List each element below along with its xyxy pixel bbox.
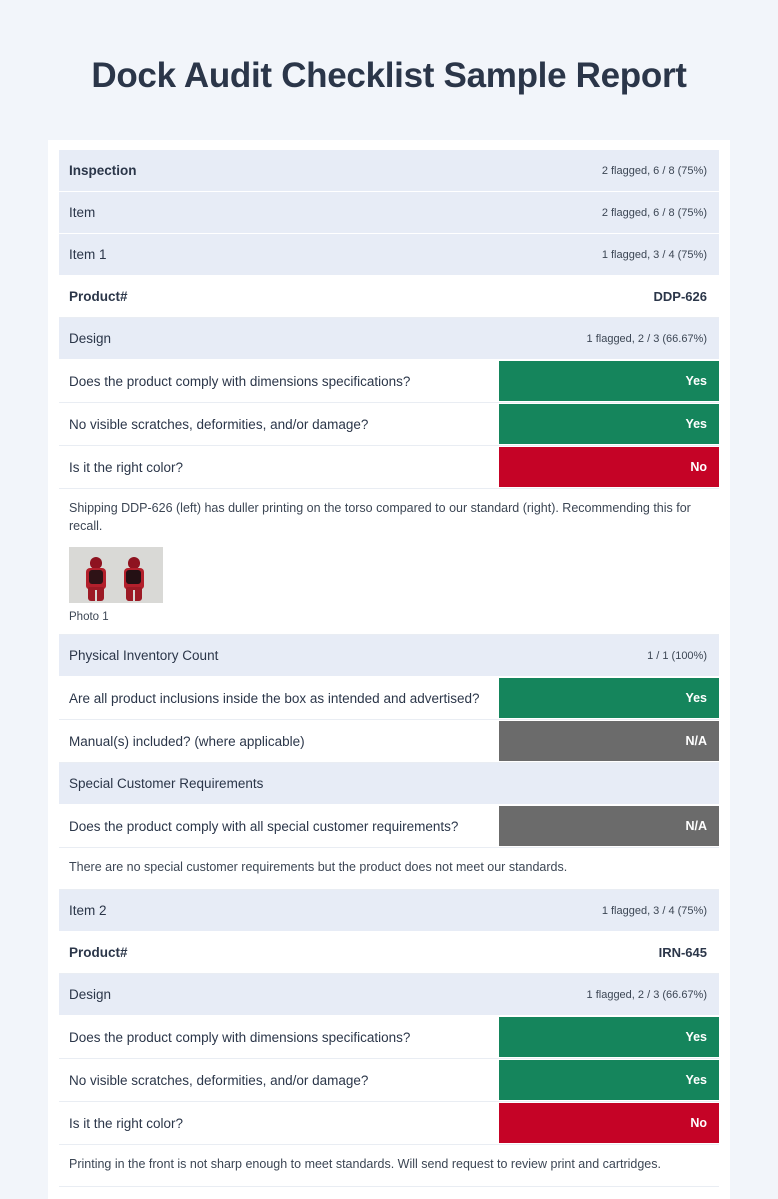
answer-badge-no: No	[499, 1103, 719, 1143]
section-row	[59, 192, 719, 234]
field-row	[59, 276, 719, 318]
note-row	[59, 489, 719, 635]
section-label: Design	[69, 987, 112, 1002]
section-label: Physical Inventory Count	[69, 648, 219, 663]
section-score: 2 flagged, 6 / 8 (75%)	[601, 164, 707, 177]
section-score: 1 flagged, 3 / 4 (75%)	[601, 904, 707, 917]
question-row	[59, 677, 719, 720]
section-row	[59, 150, 719, 192]
report-card	[48, 140, 730, 1199]
note-text: Shipping DDP-626 (left) has duller printing on the torso compared to our standard (right). Recommending this for recall.	[69, 501, 691, 533]
answer-badge-yes: Yes	[499, 678, 719, 718]
section-score: 1 / 1 (100%)	[647, 649, 707, 662]
section-row	[59, 318, 719, 360]
answer-badge-na: N/A	[499, 721, 719, 761]
note-text: Printing in the front is not sharp enough to meet standards. Will send request to review print and cartridges.	[69, 1157, 661, 1171]
section-label: Item 2	[69, 903, 107, 918]
question-label: No visible scratches, deformities, and/or damage?	[69, 1072, 369, 1088]
question-row	[59, 1102, 719, 1145]
checklist-rows	[59, 150, 719, 1187]
field-value: IRN-645	[658, 945, 707, 960]
question-row	[59, 1059, 719, 1102]
page-title: Dock Audit Checklist Sample Report	[91, 56, 687, 95]
section-label: Design	[69, 331, 112, 346]
question-label: Is it the right color?	[69, 459, 184, 475]
field-value: DDP-626	[653, 289, 707, 304]
answer-badge-na: N/A	[499, 806, 719, 846]
section-label: Item 1	[69, 247, 107, 262]
section-label: Item	[69, 205, 96, 220]
note-row	[59, 848, 719, 890]
section-score: 2 flagged, 6 / 8 (75%)	[601, 206, 707, 219]
section-score: 1 flagged, 2 / 3 (66.67%)	[586, 332, 707, 345]
question-label: Are all product inclusions inside the box as intended and advertised?	[69, 690, 480, 706]
section-row	[59, 763, 719, 805]
action-figure-left-icon	[85, 557, 107, 601]
question-label: No visible scratches, deformities, and/or damage?	[69, 416, 369, 432]
question-row	[59, 446, 719, 489]
question-row	[59, 360, 719, 403]
question-row	[59, 805, 719, 848]
section-label: Special Customer Requirements	[69, 776, 264, 791]
action-figure-right-icon	[123, 557, 145, 601]
field-row	[59, 932, 719, 974]
answer-badge-no: No	[499, 447, 719, 487]
answer-badge-yes: Yes	[499, 1017, 719, 1057]
photo-thumbnail[interactable]	[69, 547, 163, 603]
question-label: Is it the right color?	[69, 1115, 184, 1131]
field-label: Product#	[69, 945, 128, 960]
section-row	[59, 890, 719, 932]
answer-badge-yes: Yes	[499, 1060, 719, 1100]
photo-caption: Photo 1	[69, 611, 109, 623]
answer-badge-yes: Yes	[499, 404, 719, 444]
question-row	[59, 720, 719, 763]
section-score: 1 flagged, 3 / 4 (75%)	[601, 248, 707, 261]
section-score: 1 flagged, 2 / 3 (66.67%)	[586, 988, 707, 1001]
question-row	[59, 403, 719, 446]
field-label: Product#	[69, 289, 128, 304]
note-row	[59, 1145, 719, 1187]
answer-badge-yes: Yes	[499, 361, 719, 401]
photo-attachment	[69, 547, 705, 624]
question-row	[59, 1016, 719, 1059]
section-row	[59, 234, 719, 276]
section-label: Inspection	[69, 163, 137, 178]
section-row	[59, 974, 719, 1016]
question-label: Does the product comply with all special customer requirements?	[69, 818, 459, 834]
section-row	[59, 635, 719, 677]
note-text: There are no special customer requirements but the product does not meet our standards.	[69, 860, 568, 874]
question-label: Does the product comply with dimensions specifications?	[69, 373, 411, 389]
question-label: Does the product comply with dimensions specifications?	[69, 1029, 411, 1045]
question-label: Manual(s) included? (where applicable)	[69, 733, 305, 749]
